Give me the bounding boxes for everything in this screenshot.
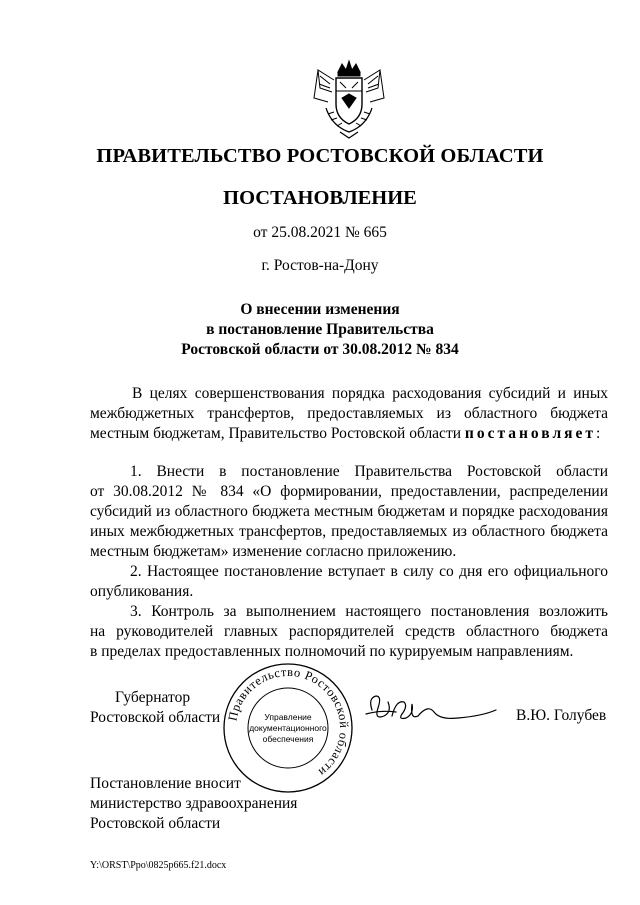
decree-word: постановляет <box>464 425 597 442</box>
stamp-center-line: Управление <box>264 712 312 722</box>
document-date-number: от 25.08.2021 № 665 <box>253 224 387 241</box>
introduced-by-block <box>90 774 297 834</box>
item-line: 2. Настоящее постановление вступает в силу со дня его официального <box>130 563 608 580</box>
subject-line: в постановление Правительства <box>206 321 434 338</box>
item-line: иных межбюджетных трансфертов, предоставляемых из областного бюджета <box>90 523 608 540</box>
item-1-paragraph <box>90 462 608 562</box>
introduced-line: Постановление вносит <box>90 775 241 792</box>
introduced-line: министерство здравоохранения <box>90 795 298 812</box>
item-line: субсидий из областного бюджета местным бюджетам и порядке расходования <box>90 503 608 520</box>
signatory-name: В.Ю. Голубев <box>516 707 607 724</box>
item-line: 1. Внести в постановление Правительства Ростовской области <box>130 463 608 480</box>
item-line: от 30.08.2012 № 834 «О формировании, предоставлении, распределении <box>90 483 608 500</box>
preamble-paragraph <box>90 384 608 444</box>
item-line: 3. Контроль за выполнением настоящего постановления возложить <box>130 603 608 620</box>
signatory-position <box>90 688 220 728</box>
stamp-ring-text: Правительство Ростовской области <box>225 664 352 780</box>
handwritten-signature <box>362 690 502 730</box>
introduced-line: Ростовской области <box>90 815 221 832</box>
coat-of-arms-emblem <box>312 58 386 140</box>
document-subject <box>0 300 640 360</box>
stamp-center-line: документационного <box>249 723 327 733</box>
subject-line: О внесении изменения <box>240 301 400 318</box>
item-line: опубликования. <box>90 583 194 600</box>
position-line: Губернатор <box>115 689 191 706</box>
item-3-paragraph <box>90 602 608 662</box>
organization-title: ПРАВИТЕЛЬСТВО РОСТОВСКОЙ ОБЛАСТИ <box>96 145 544 167</box>
item-line: местным бюджетам» изменение согласно приложению. <box>90 543 457 560</box>
preamble-line: В целях совершенствования порядка расходования субсидий и иных <box>132 385 608 402</box>
item-line: в пределах предоставленных полномочий по курируемым направлениям. <box>90 643 574 660</box>
preamble-line: межбюджетных трансфертов, предоставляемых из областного бюджета <box>90 405 608 422</box>
stamp-center-line: обеспечения <box>262 734 314 744</box>
preamble-colon: : <box>596 425 601 442</box>
subject-line: Ростовской области от 30.08.2012 № 834 <box>181 341 459 358</box>
file-path: Y:\ORST\Ppo\0825p665.f21.docx <box>90 860 227 871</box>
preamble-text: местным бюджетам, Правительство Ростовской области <box>90 425 465 442</box>
item-2-paragraph <box>90 562 608 602</box>
position-line: Ростовской области <box>90 709 221 726</box>
document-type: ПОСТАНОВЛЕНИЕ <box>223 187 417 209</box>
item-line: на руководителей главных распорядителей средств областного бюджета <box>90 623 608 640</box>
preamble-last-line <box>90 424 608 444</box>
document-city: г. Ростов-на-Дону <box>261 257 379 274</box>
